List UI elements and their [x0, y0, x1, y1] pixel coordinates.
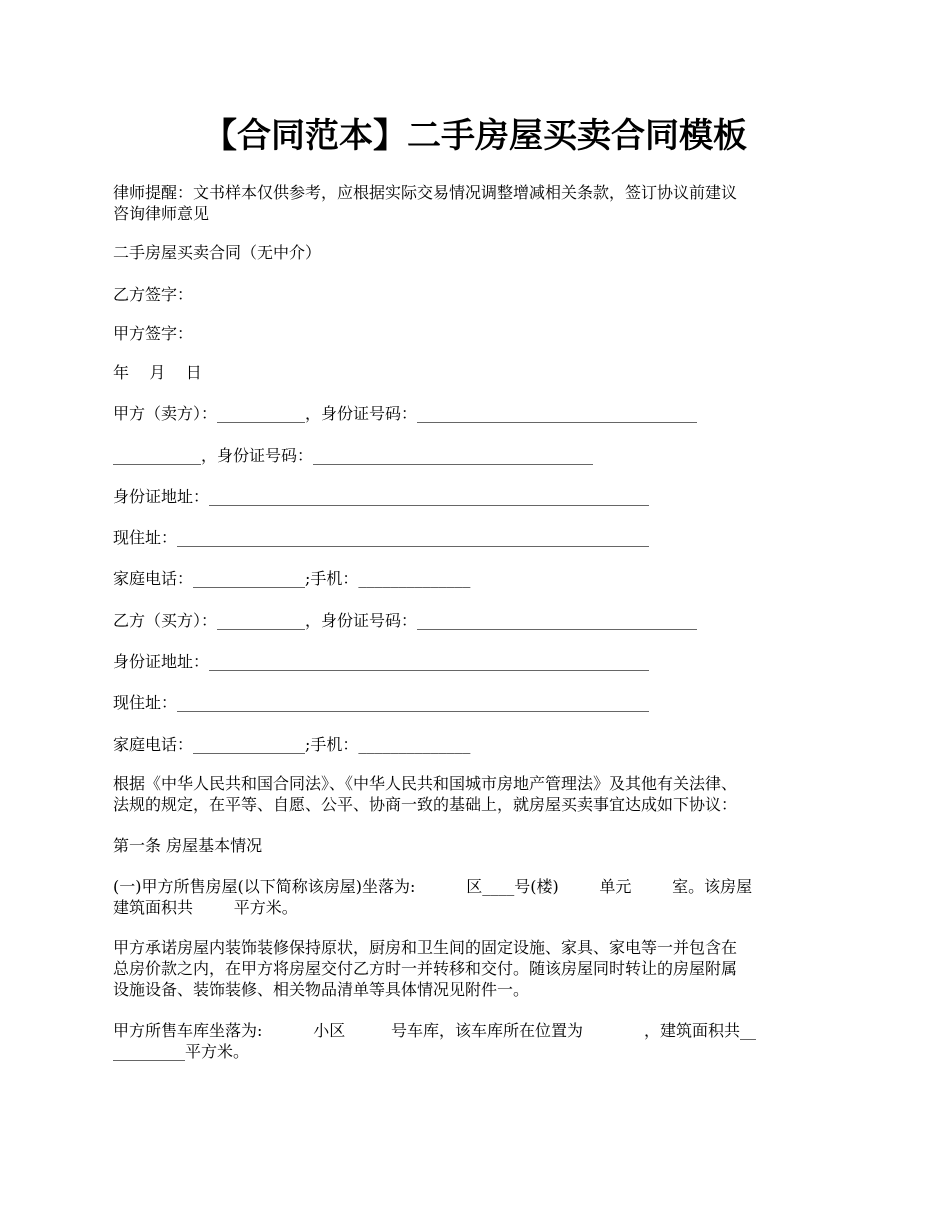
lawyer-tip-line-1: 律师提醒：文书样本仅供参考，应根据实际交易情况调整增减相关条款，签订协议前建议 [113, 183, 738, 202]
party-b-name-id: 乙方（买方）：___________，身份证号码：___________________________________ [113, 611, 698, 630]
house-location-line-1: (一)甲方所售房屋(以下简称该房屋)坐落为: 区____号(楼) 单元 室。该房屋 [113, 877, 753, 896]
legal-basis-line-1: 根据《中华人民共和国合同法》、《中华人民共和国城市房地产管理法》及其他有关法律、 [113, 774, 738, 793]
party-a-phone: 家庭电话：______________;手机：______________ [113, 569, 471, 588]
party-a-second-name-id: ___________，身份证号码：___________________________________ [113, 446, 594, 465]
garage-line-1: 甲方所售车库坐落为: 小区 号车库，该车库所在位置为 ，建筑面积共__ [113, 1021, 757, 1040]
decoration-line-1: 甲方承诺房屋内装饰装修保持原状，厨房和卫生间的固定设施、家具、家电等一并包含在 [113, 938, 738, 957]
party-b-phone: 家庭电话：______________;手机：______________ [113, 735, 471, 754]
party-a-id-address: 身份证地址：_______________________________________________________ [113, 487, 650, 506]
document-title: 【合同范本】二手房屋买卖合同模板 [203, 116, 747, 156]
article-1-heading: 第一条 房屋基本情况 [113, 836, 263, 855]
house-location-line-2: 建筑面积共 平方米。 [113, 898, 298, 917]
party-b-current-address: 现住址：___________________________________________________________ [113, 693, 650, 712]
party-a-current-address: 现住址：___________________________________________________________ [113, 528, 650, 547]
party-b-signature: 乙方签字： [113, 285, 194, 304]
lawyer-tip-line-2: 咨询律师意见 [113, 204, 210, 223]
sign-date: 年 月 日 [113, 363, 202, 382]
party-b-id-address: 身份证地址：_______________________________________________________ [113, 652, 650, 671]
contract-name: 二手房屋买卖合同（无中介） [113, 243, 322, 262]
party-a-signature: 甲方签字： [113, 324, 194, 343]
party-a-name-id: 甲方（卖方）：___________，身份证号码：___________________________________ [113, 404, 698, 423]
decoration-line-3: 设施设备、装饰装修、相关物品清单等具体情况见附件一。 [113, 980, 530, 999]
legal-basis-line-2: 法规的规定，在平等、自愿、公平、协商一致的基础上，就房屋买卖事宜达成如下协议： [113, 795, 738, 814]
decoration-line-2: 总房价款之内，在甲方将房屋交付乙方时一并转移和交付。随该房屋同时转让的房屋附属 [113, 959, 738, 978]
garage-line-2: _________平方米。 [113, 1042, 250, 1061]
